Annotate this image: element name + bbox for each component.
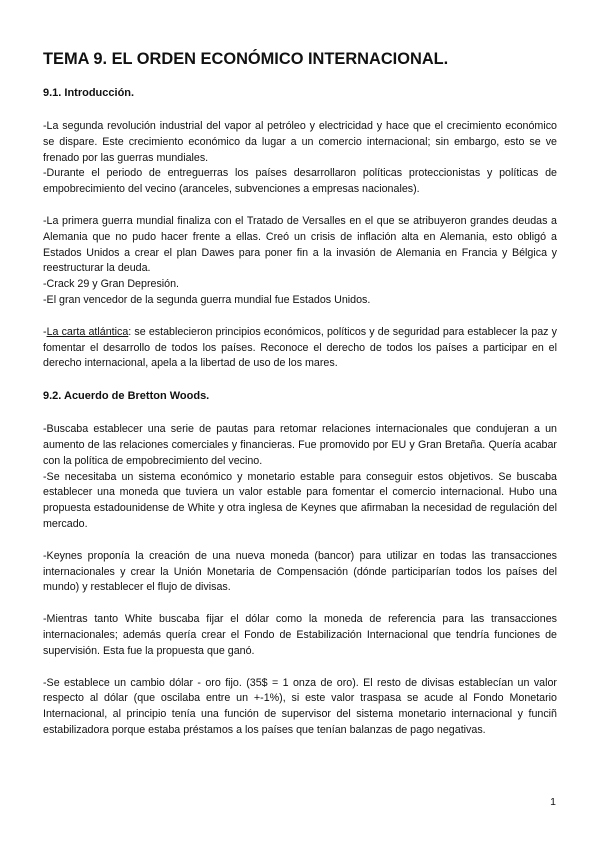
paragraph-group: [43, 214, 557, 309]
paragraph-carta-atlantica: [43, 325, 557, 372]
paragraph: -Se necesitaba un sistema económico y monetario estable para conseguir estos objetivos. Se buscaba establecer una moneda que tuviera un valor estable para fomentar el comercio internacional. Hubo una propuesta estadounidense de White y otra inglesa de Keynes que afirmaban la necesidad de regulación del mercado.: [43, 470, 557, 530]
paragraph: -Keynes proponía la creación de una nueva moneda (bancor) para utilizar en todas las transacciones internacionales y crear la Unión Monetaria de Compensación (dónde participarían todos los países del mundo) y restablecer el flujo de divisas.: [43, 549, 557, 594]
paragraph: -El gran vencedor de la segunda guerra mundial fue Estados Unidos.: [43, 293, 371, 306]
paragraph: -Mientras tanto White buscaba fijar el dólar como la moneda de referencia para las transacciones internacionales; además quería crear el Fondo de Estabilización Internacional que tendría funciones de supervisión. Esta fue la propuesta que ganó.: [43, 613, 557, 657]
paragraph-group: [43, 119, 557, 198]
section-heading-introduccion: 9.1. Introducción.: [43, 87, 135, 99]
section-heading-bretton-woods: 9.2. Acuerdo de Bretton Woods.: [43, 390, 210, 403]
carta-description: : se establecieron principios económicos, políticos y de seguridad para establecer la paz y fomentar el desarrollo de todos los países. Reconoce el derecho de todos los países a participar en el derecho internacional, apela a la libertad de uso de los mares.: [43, 325, 557, 370]
carta-atlantica-term: La carta atlántica: [46, 325, 129, 338]
paragraph: -Buscaba establecer una serie de pautas para retomar relaciones internacionales que condujeran a un aumento de las relaciones comerciales y financieras. Fue promovido por EU y Gran Bretaña. Quería acabar con la política de empobrecimiento del vecino.: [43, 423, 557, 467]
paragraph: -La segunda revolución industrial del vapor al petróleo y electricidad y hace que el crecimiento económico se dispare. Este crecimiento económico da lugar a un comercio internacional; sin embargo, esto se ve frenado por las guerras mundiales.: [43, 120, 557, 164]
paragraph: -La primera guerra mundial finaliza con el Tratado de Versalles en el que se atribuyeron grandes deudas a Alemania que no pudo hacer frente a ellas. Creó un crisis de inflación alta en Alemania, esto obligó a Estados Unidos a crear el plan Dawes para poner fin a la invasión de Alemania en Francia y Bélgica y reestructurar la deuda.: [43, 214, 557, 275]
document-title: TEMA 9. EL ORDEN ECONÓMICO INTERNACIONAL.: [43, 50, 449, 68]
paragraph-group: [43, 422, 557, 533]
paragraph-group: [43, 325, 557, 372]
page-number: 1: [550, 796, 556, 808]
paragraph-group: [43, 676, 557, 739]
carta-prefix: -: [43, 325, 47, 338]
document-page: [43, 50, 557, 755]
paragraph-group: [43, 612, 557, 659]
paragraph: -Crack 29 y Gran Depresión.: [43, 278, 180, 291]
paragraph: -Durante el periodo de entreguerras los países desarrollaron políticas proteccionistas y políticas de empobrecimiento del vecino (aranceles, subvenciones a empresas nacionales).: [43, 167, 557, 196]
paragraph-group: [43, 549, 557, 596]
paragraph: -Se establece un cambio dólar - oro fijo. (35$ = 1 onza de oro). El resto de divisas establecían un valor respecto al dólar (que oscilaba entre un +-1%), si este valor traspasa se acude al Fondo Monetario Internacional, al principio tenía una función de supervisor del sistema monetario internacional y funciñ estabilizadora porque estaba préstamos a los países que tenían balanzas de pago negativas.: [43, 676, 557, 736]
